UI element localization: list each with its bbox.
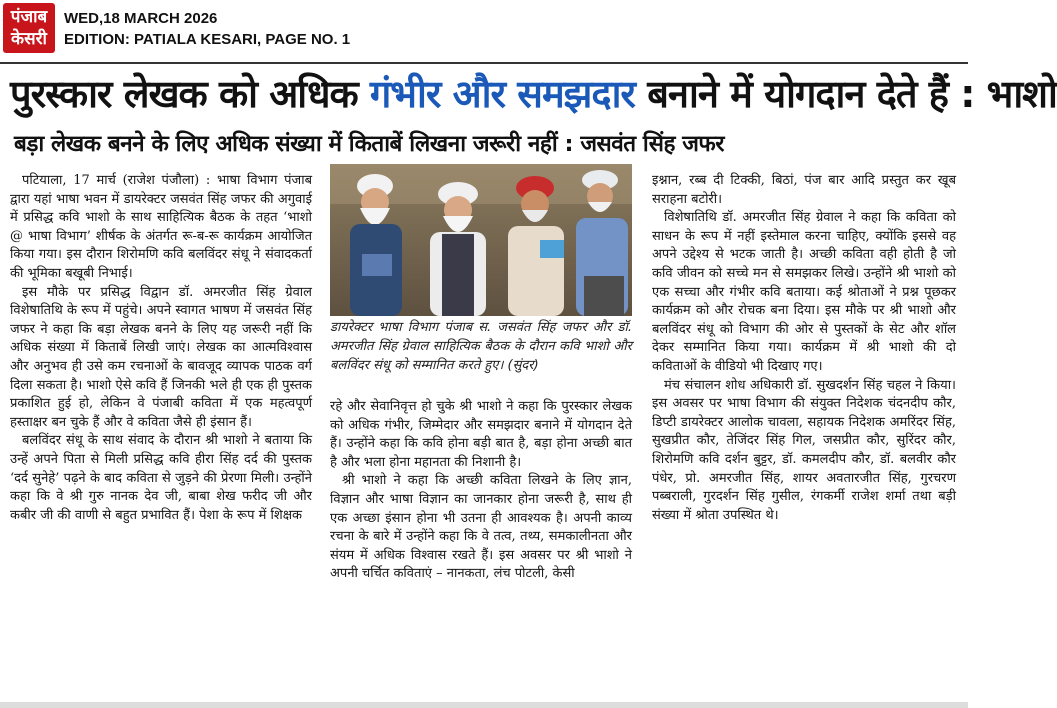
paragraph: विशेषातिथि डॉ. अमरजीत सिंह ग्रेवाल ने कहा कि कविता को साधन के रूप में नहीं इस्तेमाल करना चाहिए, क्योंकि इससे वह अपने उद्देश्य से भटक जाती है। अच्छी कविता वही होती है जो कवि जीवन को सच्चे मन से समझकर लिखे। उन्होंने श्री भाशो को एक सच्चा और गंभीर कवि बताया। कई श्रोताओं ने प्रश्न पूछकर कार्यक्रम को और रोचक बना दिया। इस मौके पर श्री भाशो और बलविंदर संधू को विभाग की ओर से पुस्तकों के सेट और शॉल देकर सम्मानित किया गया। कार्यक्रम में श्री भाशो की दो कविताओं के वीडियो भी दिखाए गए।	[652, 210, 956, 374]
photo-caption: डायरेक्टर भाषा विभाग पंजाब स. जसवंत सिंह जफर और डॉ. अमरजीत सिंह ग्रेवाल साहित्यिक बैठक के दौरान कवि भाशो और बलविंदर संधू को सम्मानित करते हुए। (सुंदर)	[330, 320, 632, 373]
paragraph: पटियाला, 17 मार्च (राजेश पंजौला) : भाषा विभाग पंजाब द्वारा यहां भाषा भवन में डायरेक्टर जसवंत सिंह जफर की अगुवाई में प्रसिद्ध कवि भाशो के साथ साहित्यिक बैठक के तहत ‘भाशो @ भाषा विभाग’ शीर्षक के अंतर्गत रू-ब-रू कार्यक्रम आयोजित किया गया। इस दौरान शिरोमणि कवि बलविंदर संधू ने संवादकर्ता की भूमिका बखूबी निभाई।	[10, 173, 312, 281]
headline-part-1: पुरस्कार लेखक को अधिक	[10, 72, 370, 116]
article-column-2	[330, 398, 632, 702]
logo-line-1: पंजाब	[10, 7, 48, 27]
headline-part-2: बनाने में योगदान देते हैं : भाशो	[634, 72, 1057, 116]
article-column-1	[10, 172, 312, 702]
paragraph: बलविंदर संधू के साथ संवाद के दौरान श्री भाशो ने बताया कि उन्हें अपने पिता से मिली प्रसिद्ध कवि हीरा सिंह दर्द की पुस्तक ‘दर्द सुनेहे’ पढ़ने के बाद कविता से जुड़ने की प्रेरणा मिली। उन्होंने कहा कि वे श्री गुरु नानक देव जी, बाबा शेख फरीद जी और कबीर जी की वाणी से बहुत प्रभावित हैं। पेशा के रूप में शिक्षक	[10, 433, 312, 523]
edition-date: WED,18 MARCH 2026	[64, 10, 218, 27]
paragraph: इस मौके पर प्रसिद्ध विद्वान डॉ. अमरजीत सिंह ग्रेवाल विशेषातिथि के रूप में पहुंचे। अपने स्वागत भाषण में जसवंत सिंह जफर ने कहा कि बड़ा लेखक बनने के लिए यह जरूरी नहीं कि अधिक संख्या में किताबें लिखी जाएं। लेखक का आत्मविश्वास और अनुभव ही उसे कम रचनाओं के बावजूद व्यापक पाठक वर्ग दिला सकता है। भाशो ऐसे कवि हैं जिनकी भले ही एक ही पुस्तक प्रकाशित हुई हो, लेकिन वे पंजाबी कविता में एक महत्वपूर्ण हस्ताक्षर बन चुके हैं और वे कविता जैसे ही इंसान हैं।	[10, 284, 312, 430]
paragraph: श्री भाशो ने कहा कि अच्छी कविता लिखने के लिए ज्ञान, विज्ञान और भाषा विज्ञान का जानकार होना जरूरी है, साथ ही एक अच्छा इंसान होना भी उतना ही आवश्यक है। अपनी काव्य रचना के बारे में उन्होंने कहा कि वे तत्व, तथ्य, समकालीनता और संयम में अधिक विश्वास रखते हैं। इस अवसर पर श्री भाशो ने अपनी चर्चित कविताएं – नानकता, लंच पोटली, केसी	[330, 473, 632, 582]
paragraph: इश्नान, रब्ब दी टिक्की, बिठां, पंज बार आदि प्रस्तुत कर खूब सराहना बटोरी।	[652, 173, 956, 207]
masthead	[0, 0, 968, 58]
headline-highlight: गंभीर और समझदार	[369, 72, 635, 116]
headline	[10, 66, 1057, 122]
masthead-divider	[0, 62, 968, 64]
edition-info	[64, 8, 350, 50]
logo-line-2: केसरी	[11, 29, 47, 49]
news-photo	[330, 164, 632, 316]
subheadline: बड़ा लेखक बनने के लिए अधिक संख्या में किताबें लिखना जरूरी नहीं : जसवंत सिंह जफर	[14, 131, 724, 157]
next-article-strip	[0, 702, 968, 708]
paragraph: मंच संचालन शोध अधिकारी डॉ. सुखदर्शन सिंह चहल ने किया। इस अवसर पर भाषा विभाग की संयुक्त निदेशक चंदनदीप कौर, डिप्टी डायरेक्टर आलोक चावला, सहायक निदेशक अमरिंदर सिंह, सुखप्रीत कौर, तेजिंदर सिंह गिल, जसप्रीत कौर, सुरिंदर कौर, शिरोमणि कवि दर्शन बुट्टर, डॉ. कमलदीप कौर, डॉ. बलवीर कौर पंधेर, प्रो. अमरजीत सिंह, शायर अवतारजीत सिंह, गुरचरण पब्बराली, गुरदर्शन सिंह गुसील, रंगकर्मी राजेश शर्मा तथा बड़ी संख्या में श्रोता उपस्थित थे।	[652, 377, 956, 523]
article-column-3	[652, 172, 956, 702]
felicitation-photo	[330, 164, 632, 316]
edition-name: EDITION: PATIALA KESARI, PAGE NO. 1	[64, 31, 351, 48]
punjab-kesari-logo	[3, 3, 55, 53]
paragraph: रहे और सेवानिवृत्त हो चुके श्री भाशो ने कहा कि पुरस्कार लेखक को अधिक गंभीर, जिम्मेदार और समझदार बनाने में योगदान देते हैं। उन्होंने कहा कि कवि होना बड़ी बात है, बड़ा होना अच्छी बात है और भला होना महानता की निशानी है।	[330, 399, 632, 470]
